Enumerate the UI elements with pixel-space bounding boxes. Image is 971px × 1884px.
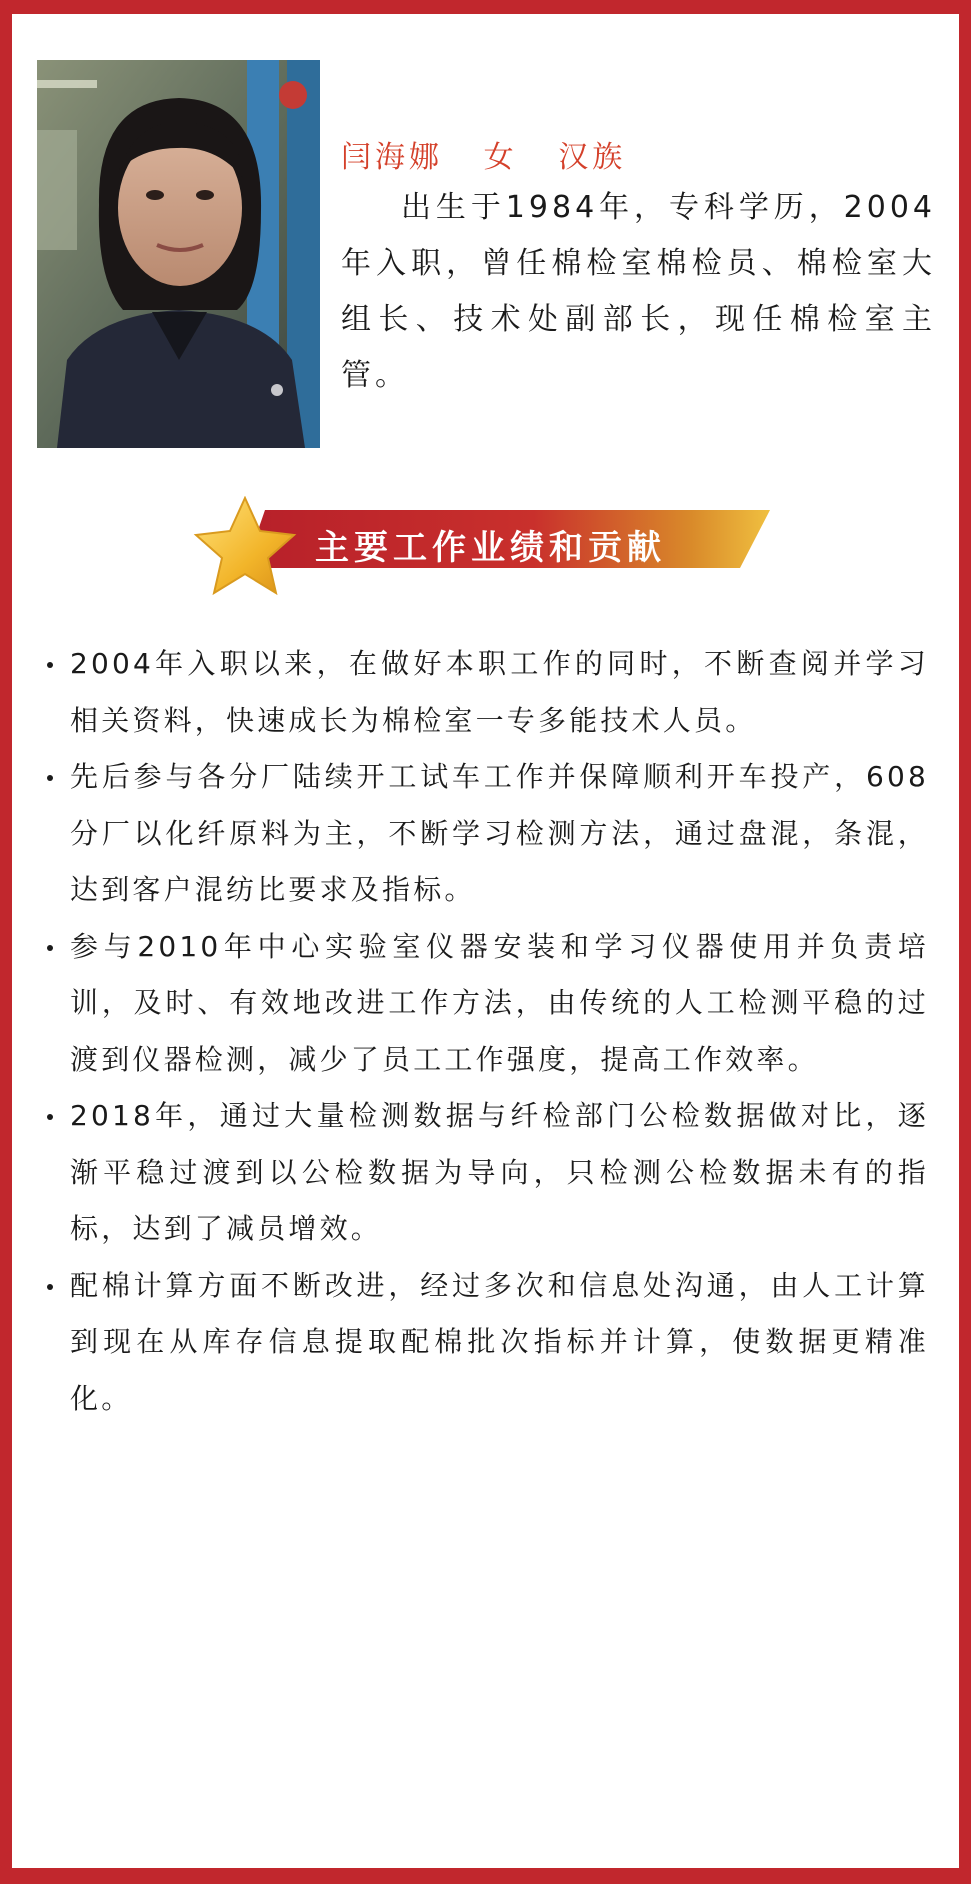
list-item xyxy=(44,1258,929,1428)
bullet-dot xyxy=(47,1284,53,1290)
bullet-dot xyxy=(47,945,53,951)
bullet-dot xyxy=(47,775,53,781)
achievements-list xyxy=(44,636,929,1427)
section-title: 主要工作业绩和贡献 xyxy=(315,528,666,568)
list-item xyxy=(44,749,929,919)
list-item-text: 配棉计算方面不断改进，经过多次和信息处沟通，由人工计算到现在从库存信息提取配棉批次指标并计算，使数据更精准化。 xyxy=(70,1268,929,1415)
portrait-photo xyxy=(37,60,320,448)
list-item xyxy=(44,1088,929,1258)
bullet-dot xyxy=(47,662,53,668)
list-item-text: 2004年入职以来，在做好本职工作的同时，不断查阅并学习相关资料，快速成长为棉检室一专多能技术人员。 xyxy=(70,647,929,737)
list-item xyxy=(44,636,929,749)
list-item xyxy=(44,919,929,1089)
person-name-gender-ethnicity: 闫海娜 女 汉族 xyxy=(341,140,627,175)
person-biography: 出生于1984年，专科学历，2004年入职，曾任棉检室棉检员、棉检室大组长、技术处副部长，现任棉检室主管。 xyxy=(341,190,936,393)
bullet-dot xyxy=(47,1114,53,1120)
list-item-text: 参与2010年中心实验室仪器安装和学习仪器使用并负责培训，及时、有效地改进工作方法，由传统的人工检测平稳的过渡到仪器检测，减少了员工工作强度，提高工作效率。 xyxy=(70,929,929,1076)
list-item-text: 先后参与各分厂陆续开工试车工作并保障顺利开车投产，608分厂以化纤原料为主，不断学习检测方法，通过盘混，条混，达到客户混纺比要求及指标。 xyxy=(70,760,929,906)
section-header-banner xyxy=(190,496,780,606)
list-item-text: 2018年，通过大量检测数据与纤检部门公检数据做对比，逐渐平稳过渡到以公检数据为导向，只检测公检数据未有的指标，达到了减员增效。 xyxy=(70,1099,929,1245)
